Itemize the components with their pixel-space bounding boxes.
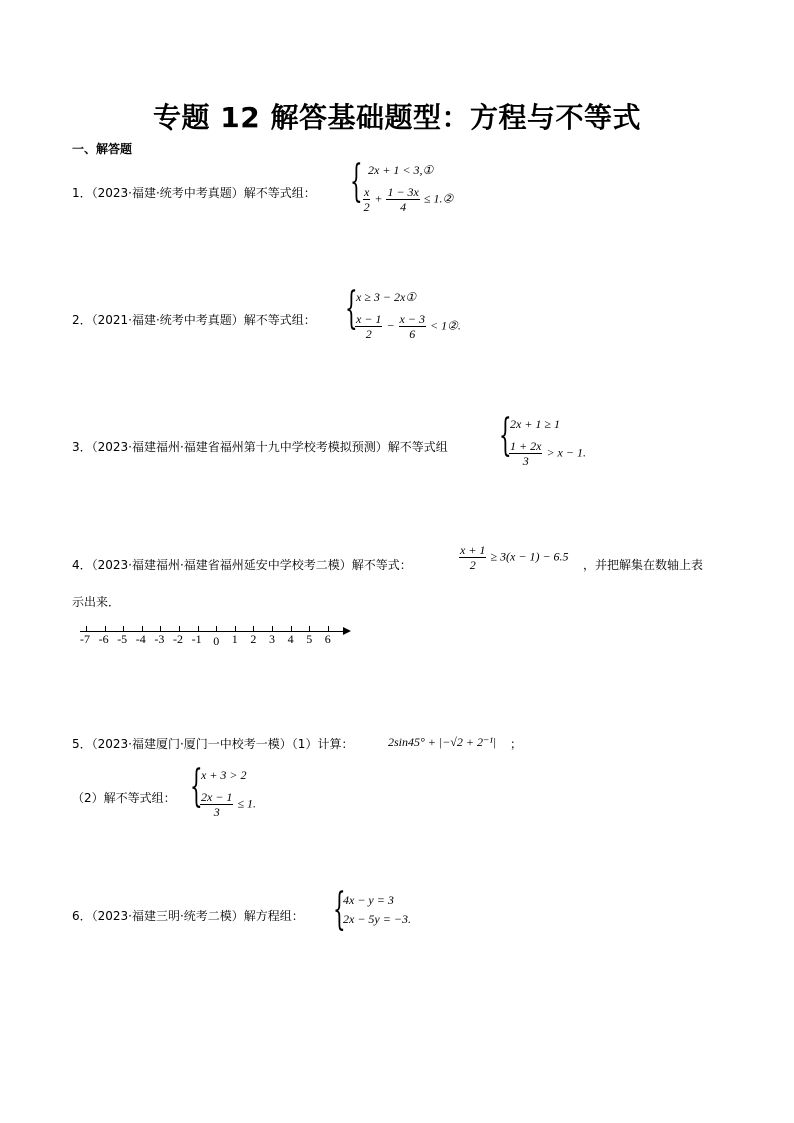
question-1-label: 1．（2023·福建·统考中考真题）解不等式组：: [72, 186, 316, 200]
number-line-label: 2: [250, 632, 257, 646]
number-line-tick: [309, 626, 310, 631]
q6-line1: 4x − y = 3: [343, 893, 394, 907]
question-5-label: 5．（2023·福建厦门·厦门一中校考一模）（1）计算：: [72, 737, 354, 751]
number-line-label: 3: [269, 632, 275, 646]
q4-line2: 示出来．: [72, 595, 121, 609]
number-line-tick: [179, 626, 180, 631]
number-line-label: 6: [324, 632, 331, 646]
question-6-label: 6．（2023·福建三明·统考二模）解方程组：: [72, 909, 304, 923]
number-line-tick: [291, 626, 292, 631]
q1-line2: $\frac{x}{2}$ + $\frac{1 - 3x}{4}$ ≤ 1.②: [363, 185, 454, 215]
page-title: 专题 12 解答基础题型：方程与不等式: [153, 101, 641, 134]
number-line-label: 1: [231, 632, 238, 646]
number-line-tick: [86, 626, 87, 631]
brace-5: {: [190, 761, 203, 812]
number-line-label: -2: [173, 632, 183, 646]
q6-line2: 2x − 5y = −3.: [343, 912, 411, 926]
q3-line2: $\frac{1 + 2x}{3}$ > x − 1.: [510, 439, 586, 469]
number-line-tick: [198, 626, 199, 631]
section-heading: 一、解答题: [72, 142, 133, 156]
brace-2: {: [345, 283, 358, 334]
q5-line1: x + 3 > 2: [201, 768, 247, 782]
q5-part2-label: （2）解不等式组：: [72, 791, 176, 805]
q2-line2: $\frac{x - 1}{2}$ − $\frac{x - 3}{6}$ < 1②.: [356, 312, 461, 342]
number-line-label: -3: [154, 632, 165, 646]
question-4-label: 4．（2023·福建福州·福建省福州延安中学校考二模）解不等式：: [72, 558, 412, 572]
q4-inequality: $\frac{x + 1}{2}$ ≥ 3(x − 1) − 6.5: [460, 543, 569, 573]
question-2-label: 2．（2021·福建·统考中考真题）解不等式组：: [72, 313, 316, 327]
brace-3: {: [499, 410, 512, 461]
number-line-tick: [272, 626, 273, 631]
number-line-tick: [235, 626, 236, 631]
q5-semicolon: ；: [510, 737, 523, 751]
number-line-label: 5: [306, 632, 313, 646]
number-line-tick: [142, 626, 143, 631]
number-line-label: -7: [80, 632, 90, 646]
number-line-tick: [253, 626, 254, 631]
number-line-label: -6: [98, 632, 109, 646]
number-line-label: -4: [135, 632, 146, 646]
number-line-tick: [160, 626, 161, 631]
q3-line1: 2x + 1 ≥ 1: [510, 417, 561, 431]
brace-1: {: [350, 156, 363, 207]
number-line-tick: [216, 626, 217, 631]
number-line-tick: [123, 626, 124, 631]
number-line-tick: [328, 626, 329, 631]
q4-after: ，并把解集在数轴上表: [583, 558, 704, 572]
number-line-label: -1: [191, 632, 202, 646]
number-line-label: 4: [287, 632, 294, 646]
number-line-tick: [105, 626, 106, 631]
arrow-right-icon: [343, 627, 351, 635]
q5-line2: $\frac{2x - 1}{3}$ ≤ 1.: [201, 790, 257, 820]
q5-expression: 2sin45° + |−√2 + 2⁻¹|: [388, 735, 497, 749]
q1-line1: 2x + 1 < 3,①: [368, 163, 434, 177]
brace-6: {: [333, 884, 346, 935]
question-3-label: 3．（2023·福建福州·福建省福州第十九中学校考模拟预测）解不等式组: [72, 440, 448, 454]
number-line-label: 0: [213, 634, 220, 648]
number-line-label: -5: [117, 632, 128, 646]
q2-line1: x ≥ 3 − 2x①: [356, 290, 417, 304]
